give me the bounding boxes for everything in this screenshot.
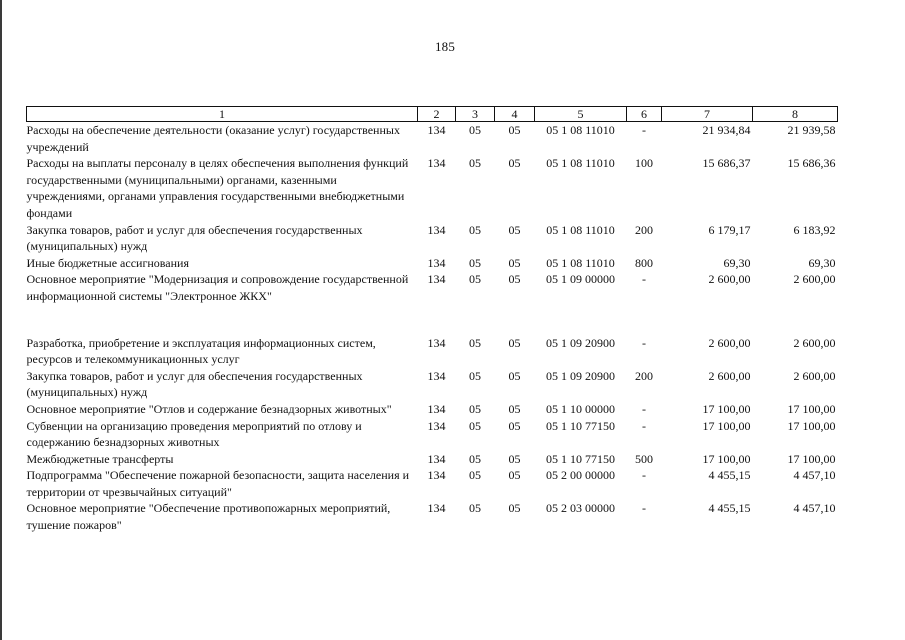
- row-name: Субвенции на организацию проведения мероприятий по отлову и содержанию безнадзорных животных: [26, 418, 362, 450]
- amount-col7: 15 686,37: [702, 156, 751, 171]
- target-article-code: 05 1 10 00000: [546, 401, 615, 416]
- expense-type-code: -: [642, 335, 646, 350]
- ministry-code: 134: [427, 123, 446, 137]
- subsection-code: 05: [508, 156, 521, 171]
- section-code: 05: [469, 501, 481, 516]
- table-row: [27, 255, 838, 272]
- table-row: [27, 271, 838, 304]
- amount-col7: 17 100,00: [702, 418, 751, 433]
- subsection-code: 05: [508, 255, 521, 270]
- expense-type-code: 500: [635, 451, 653, 466]
- section-code: 05: [469, 468, 481, 483]
- row-name: Основное мероприятие "Обеспечение противопожарных мероприятий, тушение пожаров": [26, 501, 391, 533]
- expense-type-code: -: [642, 468, 646, 483]
- ministry-code: 134: [427, 368, 446, 383]
- subsection-code: 05: [508, 335, 521, 350]
- subsection-code: 05: [508, 418, 521, 433]
- section-code: 05: [469, 368, 481, 383]
- row-name: Расходы на выплаты персоналу в целях обеспечения выполнения функций государственными (муниципальными) органами, казенными учреждениями, органами управления государственными внебюджетными фондами: [26, 156, 409, 220]
- ministry-code: 134: [427, 468, 446, 483]
- page-left-edge: [0, 0, 2, 640]
- target-article-code: 05 1 08 11010: [546, 222, 615, 237]
- ministry-code: 134: [427, 335, 446, 350]
- blank-spacer-row: [27, 305, 838, 335]
- expense-type-code: -: [642, 418, 646, 433]
- row-name: Подпрограмма "Обеспечение пожарной безопасности, защита населения и территории от чрезвычайных ситуаций": [26, 468, 410, 499]
- ministry-code: 134: [427, 501, 446, 516]
- section-code: 05: [469, 156, 481, 171]
- subsection-code: 05: [508, 368, 521, 383]
- subsection-code: 05: [508, 272, 521, 287]
- expense-type-code: 100: [635, 156, 653, 171]
- expense-type-code: -: [642, 501, 646, 516]
- row-name: Основное мероприятие "Отлов и содержание безнадзорных животных": [26, 401, 392, 416]
- target-article-code: 05 1 09 20900: [546, 368, 615, 383]
- amount-col7: 17 100,00: [702, 401, 751, 416]
- target-article-code: 05 1 09 20900: [546, 335, 615, 350]
- target-article-code: 05 1 08 11010: [546, 255, 615, 270]
- ministry-code: 134: [427, 156, 446, 171]
- row-name: Разработка, приобретение и эксплуатация информационных систем, ресурсов и телекоммуникационных услуг: [26, 335, 376, 367]
- amount-col8: 2 600,00: [793, 272, 836, 287]
- subsection-code: 05: [508, 501, 521, 516]
- table-row: [27, 122, 838, 156]
- column-header: 1: [27, 107, 418, 122]
- budget-table: [26, 106, 838, 534]
- section-code: 05: [469, 451, 481, 466]
- amount-col7: 69,30: [723, 255, 751, 270]
- amount-col8: 4 457,10: [793, 468, 836, 483]
- section-code: 05: [469, 222, 481, 237]
- subsection-code: 05: [508, 123, 521, 137]
- ministry-code: 134: [427, 418, 446, 433]
- target-article-code: 05 1 08 11010: [546, 123, 615, 137]
- amount-col7: 4 455,15: [708, 468, 751, 483]
- ministry-code: 134: [427, 451, 446, 466]
- ministry-code: 134: [427, 255, 446, 270]
- column-header: 3: [456, 107, 495, 122]
- table-header-row: [27, 107, 838, 122]
- expense-type-code: -: [642, 272, 646, 287]
- amount-col7: 2 600,00: [708, 335, 751, 350]
- table-row: [27, 155, 838, 221]
- column-header: 5: [535, 107, 627, 122]
- section-code: 05: [469, 123, 481, 137]
- ministry-code: 134: [427, 222, 446, 237]
- table-row: [27, 335, 838, 368]
- expense-type-code: 800: [635, 255, 653, 270]
- amount-col8: 17 100,00: [787, 418, 836, 433]
- subsection-code: 05: [508, 401, 521, 416]
- column-header: 2: [418, 107, 456, 122]
- amount-col8: 17 100,00: [787, 401, 836, 416]
- amount-col7: 6 179,17: [708, 222, 751, 237]
- expense-type-code: -: [642, 123, 646, 137]
- ministry-code: 134: [427, 272, 446, 287]
- target-article-code: 05 1 10 77150: [546, 418, 615, 433]
- target-article-code: 05 1 08 11010: [546, 156, 615, 171]
- target-article-code: 05 2 00 00000: [546, 468, 615, 483]
- row-name: Расходы на обеспечение деятельности (оказание услуг) государственных учреждений: [26, 123, 400, 154]
- column-header: 7: [662, 107, 753, 122]
- section-code: 05: [469, 401, 481, 416]
- expense-type-code: 200: [635, 222, 653, 237]
- row-name: Закупка товаров, работ и услуг для обеспечения государственных (муниципальных) нужд: [26, 368, 363, 400]
- page-number: 185: [434, 39, 456, 54]
- amount-col8: 69,30: [808, 255, 836, 270]
- table-row: [27, 451, 838, 468]
- amount-col8: 15 686,36: [787, 156, 836, 171]
- section-code: 05: [469, 272, 481, 287]
- section-code: 05: [469, 335, 481, 350]
- amount-col7: 21 934,84: [702, 123, 751, 137]
- ministry-code: 134: [427, 401, 446, 416]
- amount-col7: 4 455,15: [708, 501, 751, 516]
- target-article-code: 05 1 09 00000: [546, 272, 615, 287]
- subsection-code: 05: [508, 468, 521, 483]
- amount-col7: 2 600,00: [708, 368, 751, 383]
- table-row: [27, 222, 838, 255]
- spacer-cell: [27, 305, 838, 335]
- amount-col8: 21 939,58: [787, 123, 836, 137]
- table-row: [27, 418, 838, 451]
- section-code: 05: [469, 418, 481, 433]
- amount-col8: 2 600,00: [793, 368, 836, 383]
- amount-col8: 17 100,00: [787, 451, 836, 466]
- table-row: [27, 500, 838, 533]
- row-name: Межбюджетные трансферты: [26, 451, 174, 466]
- amount-col7: 2 600,00: [708, 272, 751, 287]
- amount-col7: 17 100,00: [702, 451, 751, 466]
- target-article-code: 05 1 10 77150: [546, 451, 615, 466]
- column-header: 6: [627, 107, 662, 122]
- expense-type-code: 200: [635, 368, 653, 383]
- amount-col8: 4 457,10: [793, 501, 836, 516]
- subsection-code: 05: [508, 451, 521, 466]
- amount-col8: 2 600,00: [793, 335, 836, 350]
- row-name: Закупка товаров, работ и услуг для обеспечения государственных (муниципальных) нужд: [26, 222, 363, 254]
- table-row: [27, 401, 838, 418]
- section-code: 05: [469, 255, 481, 270]
- row-name: Иные бюджетные ассигнования: [26, 255, 189, 270]
- table-row: [27, 467, 838, 500]
- column-header: 4: [495, 107, 535, 122]
- expense-type-code: -: [642, 401, 646, 416]
- subsection-code: 05: [508, 222, 521, 237]
- table-row: [27, 368, 838, 401]
- row-name: Основное мероприятие "Модернизация и сопровождение государственной информационной системы "Электронное ЖКХ": [26, 272, 409, 303]
- column-header: 8: [753, 107, 838, 122]
- target-article-code: 05 2 03 00000: [546, 501, 615, 516]
- amount-col8: 6 183,92: [793, 222, 836, 237]
